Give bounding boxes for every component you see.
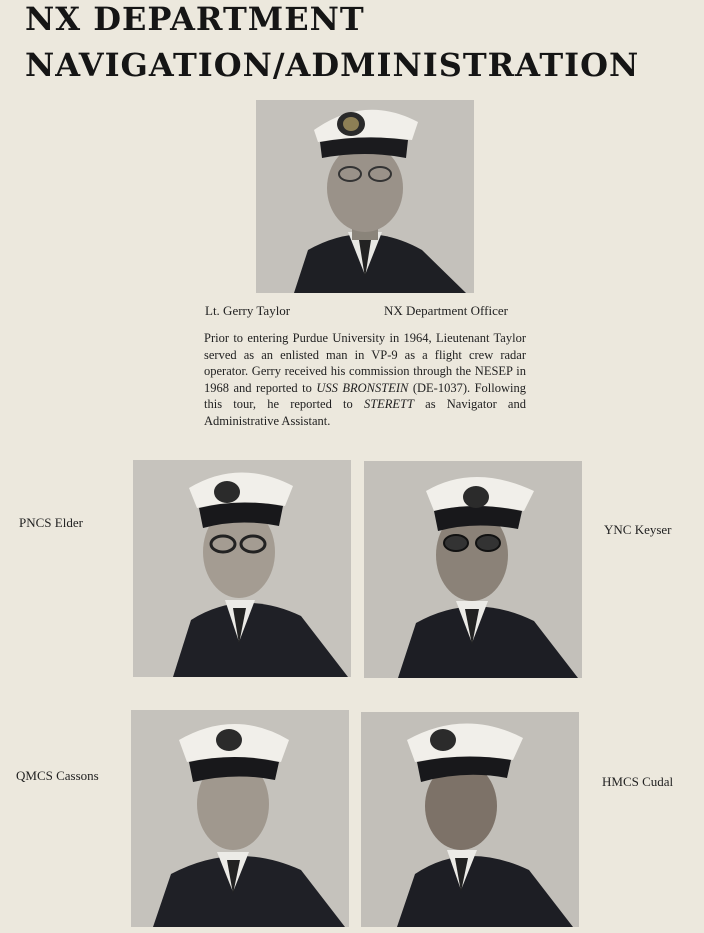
page-title-line1: NX DEPARTMENT: [25, 0, 365, 38]
bio-ship-name-1: USS BRONSTEIN: [316, 380, 409, 395]
page-title-line2: NAVIGATION/ADMINISTRATION: [25, 46, 640, 84]
crew-portrait-keyser: [364, 461, 582, 678]
bio-ship-name-2: STERETT: [363, 397, 414, 411]
bio-text-2: (DE-1037). Following this tour, he reported to: [204, 380, 526, 411]
crew-label-cassons: QMCS Cassons: [16, 768, 99, 783]
officer-portrait-photo: [256, 100, 474, 293]
crew-label-keyser: YNC Keyser: [604, 522, 672, 537]
crew-label-elder: PNCS Elder: [19, 515, 83, 530]
officer-biography: [204, 330, 526, 429]
crew-portrait-elder: [133, 460, 351, 677]
officer-position: NX Department Officer: [384, 303, 508, 318]
officer-name: Lt. Gerry Taylor: [205, 303, 291, 318]
crew-label-cudal: HMCS Cudal: [602, 774, 674, 789]
crew-portrait-cassons: [131, 710, 349, 927]
crew-portrait-cudal: [361, 712, 579, 927]
bio-text-1: Prior to entering Purdue University in 1964, Lieutenant Taylor served as an enlisted man in VP-9 as a flight crew radar operator. Gerry received his commission through the NESEP in 1968 and reported to: [204, 331, 526, 395]
bio-text-3: as Navigator and Administrative Assistant.: [204, 397, 526, 428]
